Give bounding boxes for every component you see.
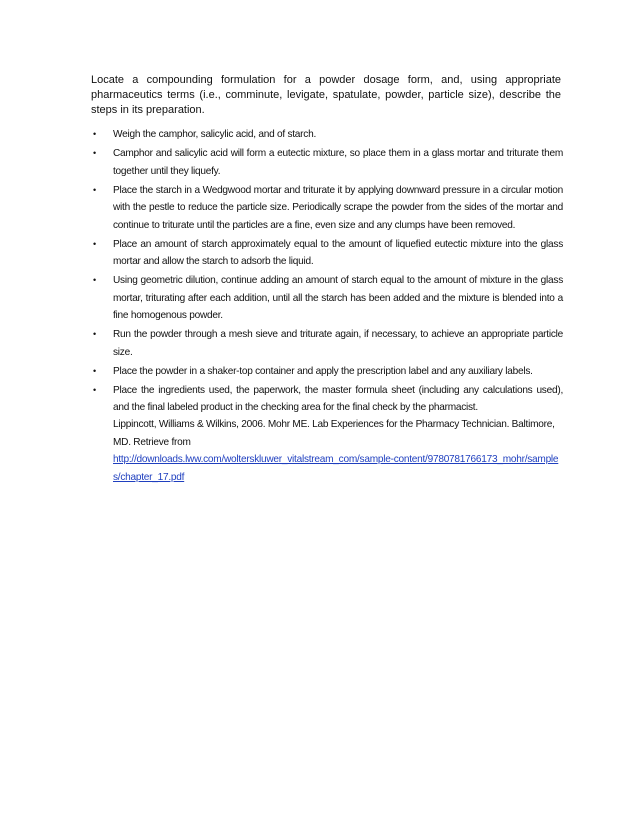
bullet-icon: • (93, 184, 96, 195)
bullet-icon: • (93, 129, 96, 139)
step-item (91, 182, 563, 235)
step-text: Camphor and salicylic acid will form a eutectic mixture, so place them in a glass mortar and triturate them together until they liquefy. (113, 148, 563, 177)
step-item (91, 326, 563, 361)
preparation-steps-list (91, 126, 563, 418)
reference-block (113, 416, 563, 486)
bullet-icon: • (93, 238, 96, 249)
bullet-icon: • (93, 275, 96, 285)
step-text: Place the powder in a shaker-top container and apply the prescription label and any auxiliary labels. (113, 365, 533, 377)
bullet-icon: • (93, 148, 96, 158)
bullet-icon: • (93, 329, 96, 339)
step-item (91, 236, 563, 271)
intro-paragraph: Locate a compounding formulation for a powder dosage form, and, using appropriate pharmaceutics terms (i.e., comminute, levigate, spatulate, powder, particle size), describe the steps in its preparation. (91, 74, 561, 116)
step-text: Using geometric dilution, continue adding an amount of starch equal to the amount of mixture in the glass mortar, triturating after each addition, until all the starch has been added and the mixture is blended into a fine homogenous powder. (113, 275, 563, 321)
step-item (91, 363, 563, 381)
step-text: Place the starch in a Wedgwood mortar and triturate it by applying downward pressure in a circular motion with the pestle to reduce the particle size. Periodically scrape the powder from the sides of the mortar and continue to triturate until the particles are a fine, even size and any clumps have been removed. (113, 184, 563, 231)
step-item (91, 382, 563, 417)
step-text: Place an amount of starch approximately equal to the amount of liquefied eutectic mixture into the glass mortar and allow the starch to adsorb the liquid. (113, 238, 563, 267)
bullet-icon: • (93, 384, 96, 395)
step-text: Weigh the camphor, salicylic acid, and of starch. (113, 129, 317, 140)
reference-citation: Lippincott, Williams & Wilkins, 2006. Mohr ME. Lab Experiences for the Pharmacy Technician. Baltimore, MD. Retrieve from (113, 419, 555, 448)
reference-link[interactable]: http://downloads.lww.com/wolterskluwer_vitalstream_com/sample-content/9780781766173_mohr/samples/chapter_17.pdf (113, 454, 559, 483)
step-item (91, 272, 563, 325)
step-text: Place the ingredients used, the paperwork, the master formula sheet (including any calculations used), and the final labeled product in the checking area for the final check by the pharmacist. (113, 384, 563, 413)
bullet-icon: • (93, 365, 96, 376)
step-item (91, 126, 563, 144)
step-item (91, 145, 563, 180)
step-text: Run the powder through a mesh sieve and triturate again, if necessary, to achieve an appropriate particle size. (113, 329, 563, 358)
